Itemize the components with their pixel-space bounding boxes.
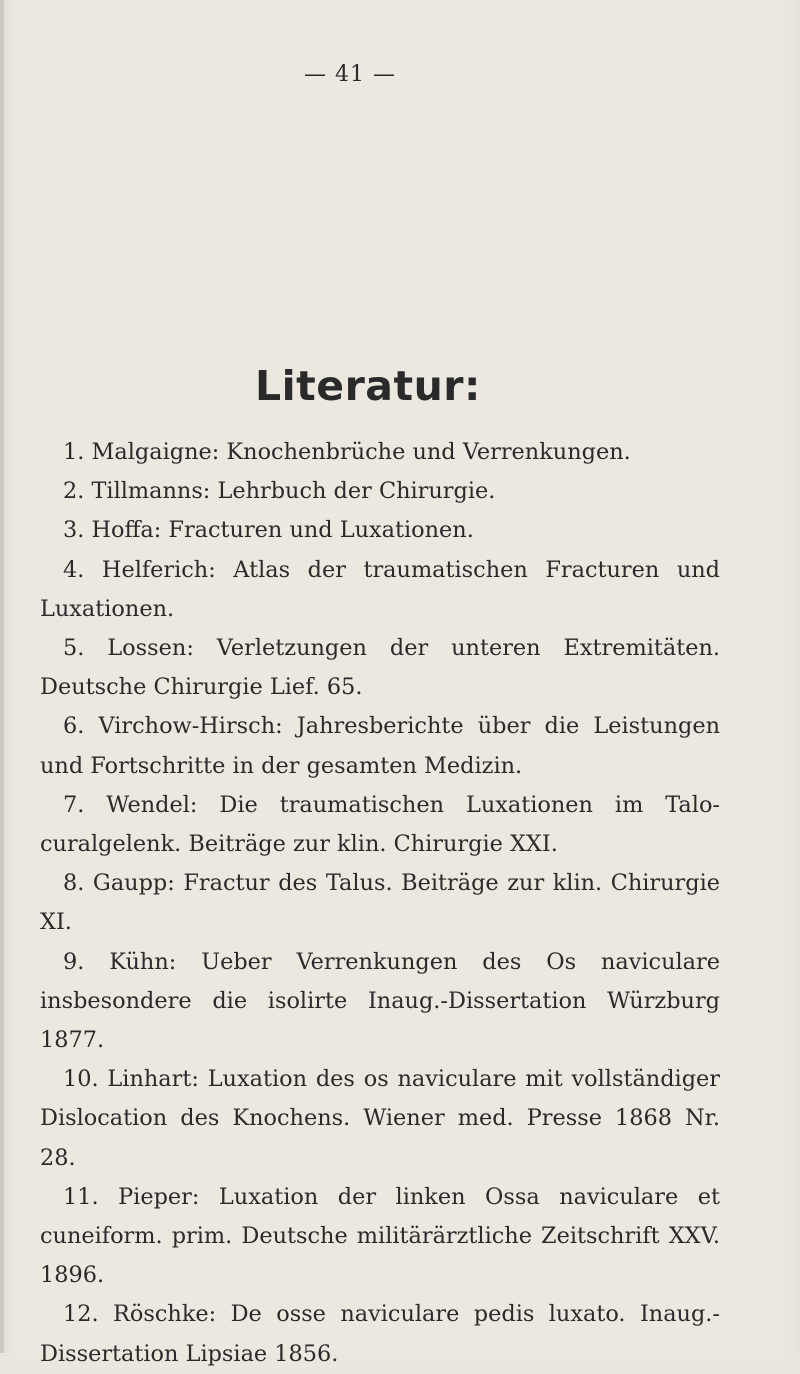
reference-item: 4. Helferich: Atlas der traumatischen Fracturen und Luxationen. [40, 556, 720, 622]
page-number: — 41 — [304, 62, 396, 87]
reference-list [40, 433, 720, 1374]
reference-item: 1. Malgaigne: Knochenbrüche und Verrenkungen. [63, 439, 631, 465]
reference-item: 3. Hoffa: Fracturen und Luxationen. [63, 517, 474, 544]
reference-item: 9. Kühn: Ueber Verrenkungen des Os naviculare insbesondere die isolirte Inaug.-Dissertation Würzburg 1877. [40, 948, 720, 1054]
page-spine-edge [0, 0, 4, 1353]
reference-item: 5. Lossen: Verletzungen der unteren Extremitäten. Deutsche Chirurgie Lief. 65. [40, 635, 720, 701]
section-heading: Literatur: [255, 362, 481, 410]
reference-item: 10. Linhart: Luxation des os naviculare mit vollständiger Dislocation des Knochens. Wiener med. Presse 1868 Nr. 28. [40, 1066, 720, 1171]
reference-item: 6. Virchow-Hirsch: Jahresberichte über die Leistungen und Fortschritte in der gesamten Medizin. [40, 713, 720, 779]
reference-item: 11. Pieper: Luxation der linken Ossa naviculare et cuneiform. prim. Deutsche militärärztliche Zeitschrift XXV. 1896. [40, 1183, 720, 1289]
reference-item: 12. Röschke: De osse naviculare pedis luxato. Inaug.-Dissertation Lipsiae 1856. [40, 1301, 720, 1367]
reference-item: 7. Wendel: Die traumatischen Luxationen im Talo-curalgelenk. Beiträge zur klin. Chirurgie XXI. [40, 791, 720, 858]
reference-item: 8. Gaupp: Fractur des Talus. Beiträge zur klin. Chirurgie XI. [40, 870, 720, 936]
reference-item: 2. Tillmanns: Lehrbuch der Chirurgie. [63, 478, 496, 505]
